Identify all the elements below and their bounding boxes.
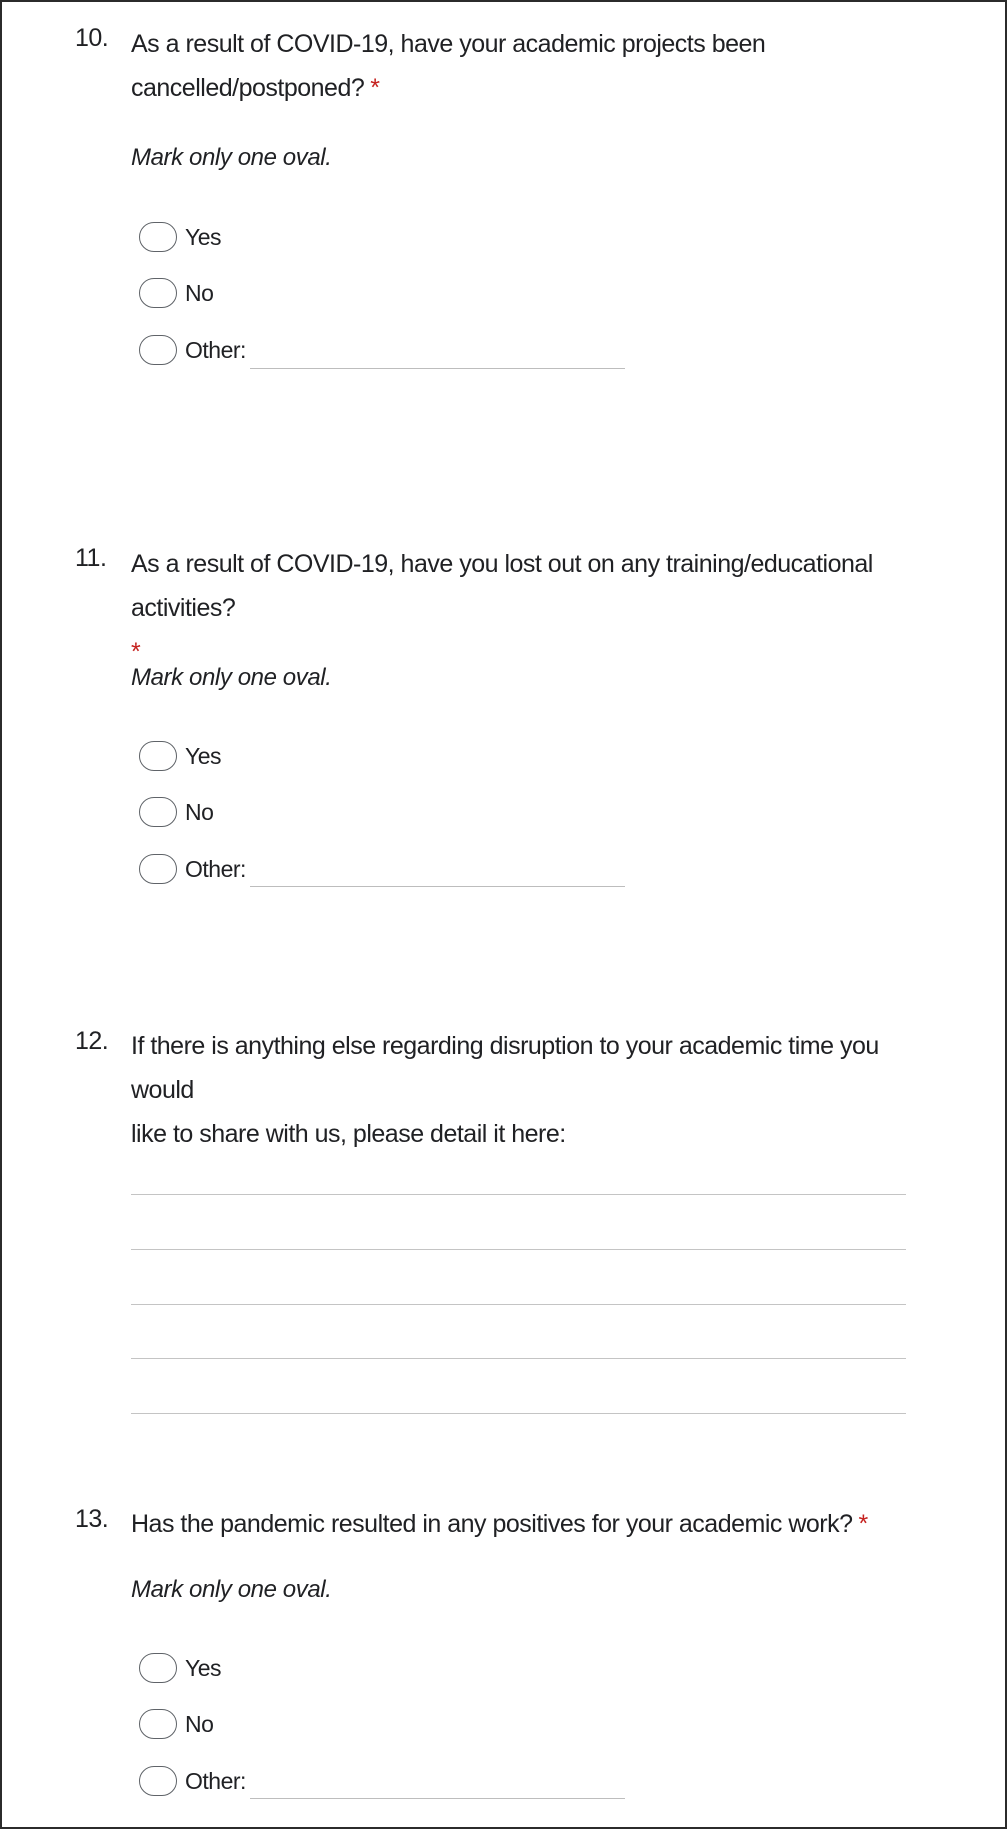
option-label: Other: [185,855,246,882]
radio-oval[interactable] [139,335,177,365]
option-label: No [185,798,214,825]
required-asterisk: * [370,74,380,102]
option-label: Other: [185,1767,246,1794]
option-label: Other: [185,336,246,363]
option-label: Yes [185,223,222,250]
radio-oval[interactable] [139,1709,177,1739]
question-11-line1: As a result of COVID-19, have you lost out on any training/educational activities? [131,550,873,622]
question-12-line2: like to share with us, please detail it here: [131,1120,566,1148]
question-13-line1: Has the pandemic resulted in any positives for your academic work? [131,1510,853,1538]
question-13-option-yes[interactable] [139,1651,221,1685]
question-10-line2: cancelled/postponed? [131,74,365,102]
radio-oval[interactable] [139,222,177,252]
option-label: No [185,1710,214,1737]
question-11-number: 11. [75,544,107,572]
question-10-line1: As a result of COVID-19, have your academic projects been [131,30,766,58]
question-10-option-no[interactable] [139,276,213,310]
radio-oval[interactable] [139,1766,177,1796]
question-11-option-other[interactable] [139,852,246,886]
question-13-number: 13. [75,1505,109,1533]
question-13-option-no[interactable] [139,1707,213,1741]
question-10-number: 10. [75,24,109,52]
question-12-number: 12. [75,1027,109,1055]
question-12-answer-line[interactable] [131,1304,906,1305]
question-10-title [131,22,911,110]
question-10-other-input[interactable] [250,368,625,369]
question-13-title [131,1502,911,1546]
question-11-other-input[interactable] [250,886,625,887]
question-10-option-yes[interactable] [139,220,221,254]
radio-oval[interactable] [139,741,177,771]
question-13-other-input[interactable] [250,1798,625,1799]
question-13-hint: Mark only one oval. [131,1576,332,1603]
radio-oval[interactable] [139,278,177,308]
radio-oval[interactable] [139,797,177,827]
question-10-option-other[interactable] [139,333,246,367]
question-13-option-other[interactable] [139,1764,246,1798]
option-label: Yes [185,1654,222,1681]
question-12-title [131,1024,911,1156]
question-12-answer-line[interactable] [131,1194,906,1195]
question-11-option-no[interactable] [139,795,213,829]
question-11-hint: Mark only one oval. [131,664,332,691]
option-label: Yes [185,742,222,769]
question-12-answer-line[interactable] [131,1249,906,1250]
question-12-line1: If there is anything else regarding disruption to your academic time you would [131,1032,879,1104]
required-asterisk: * [858,1510,868,1538]
question-10-hint: Mark only one oval. [131,144,332,171]
radio-oval[interactable] [139,1653,177,1683]
radio-oval[interactable] [139,854,177,884]
question-12-answer-line[interactable] [131,1358,906,1359]
required-asterisk: * [131,638,141,666]
option-label: No [185,279,214,306]
question-11-option-yes[interactable] [139,739,221,773]
question-12-answer-line[interactable] [131,1413,906,1414]
question-11-title [131,542,931,674]
